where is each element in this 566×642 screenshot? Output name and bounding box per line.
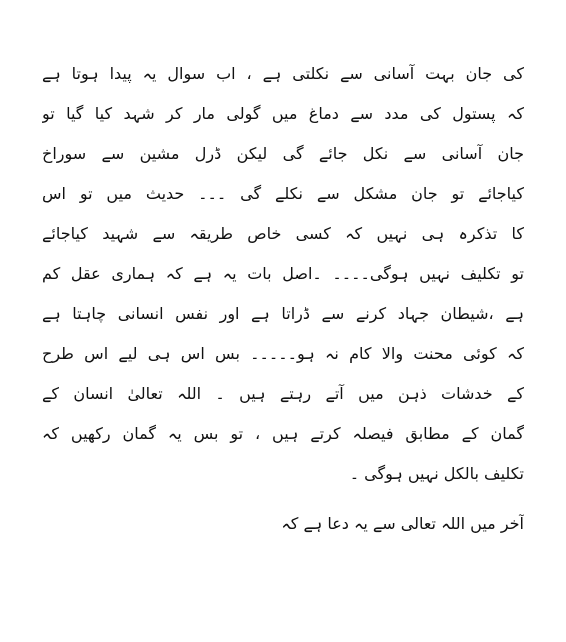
text-line: کے خدشات ذہن میں آتے رہتے ہیں ۔ اللہ تعالیٰ انسان کے [42,384,524,403]
urdu-text-body [42,54,524,544]
text-line: کا تذکرہ ہی نہیں کہ کسی خاص طریقہ سے شہید کیاجائے [42,224,524,243]
text-line: جان آسانی سے نکل جائے گی لیکن ڈرل مشین سے سوراخ [42,144,524,163]
text-line: کہ کوئی محنت والا کام نہ ہو۔۔۔۔۔ بس اس ہی لیے اس طرح [42,344,524,363]
text-line-paragraph-end: تکلیف بالکل نہیں ہوگی ۔ [349,464,524,483]
text-line: ہے ،شیطان جہاد کرنے سے ڈراتا ہے اور نفس انسانی چاہتا ہے [42,304,524,323]
text-line: کہ پستول کی مدد سے دماغ میں گولی مار کر شہد کیا گیا تو [42,104,524,123]
text-line: کی جان بہت آسانی سے نکلتی ہے ، اب سوال یہ پیدا ہوتا ہے [42,64,524,83]
text-line: گمان کے مطابق فیصلہ کرتے ہیں ، تو بس یہ گمان رکھیں کہ [42,424,524,443]
closing-line: آخر میں اللہ تعالی سے یہ دعا ہے کہ [281,514,524,533]
text-line: تو تکلیف نہیں ہوگی۔۔۔۔ ۔اصل بات یہ ہے کہ ہماری عقل کم [42,264,524,283]
text-line: کیاجائے تو جان مشکل سے نکلے گی ۔۔۔ حدیث میں تو اس [42,184,524,203]
